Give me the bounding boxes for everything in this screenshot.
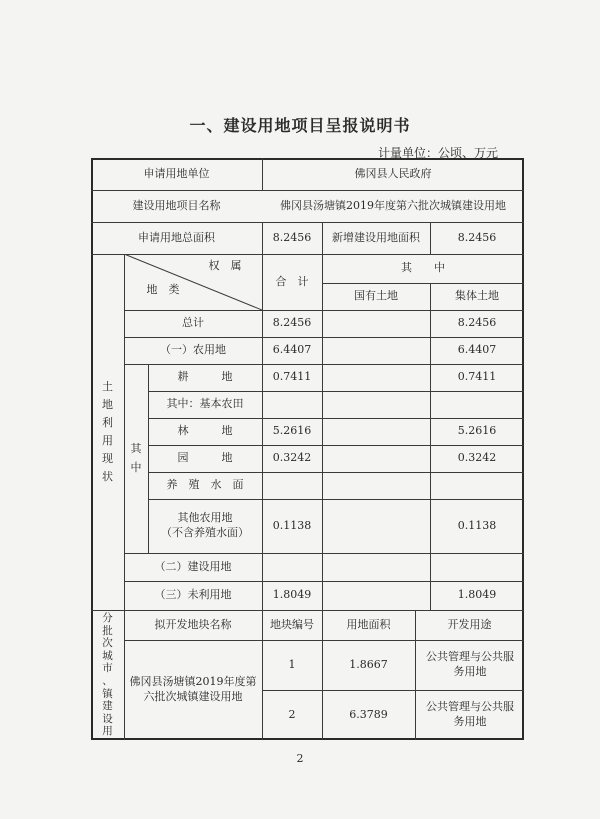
batch-header-use: 开发用途 (447, 617, 492, 631)
page-title: 一、建设用地项目呈报说明书 (189, 116, 411, 135)
row-agri-total: 6.4407 (272, 343, 312, 357)
row-other-collective: 0.1138 (457, 518, 497, 532)
row-total-total: 8.2456 (272, 316, 312, 330)
header-land-type: 地 类 (146, 282, 180, 296)
row-agri-label: （一）农用地 (160, 343, 226, 357)
batch-header-num: 地块编号 (270, 617, 314, 631)
header-total: 合 计 (275, 274, 309, 288)
row-unused-label: （三）未利用地 (154, 588, 232, 602)
row-unused-collective: 1.8049 (457, 588, 497, 602)
plot-1-num: 1 (288, 657, 296, 671)
row-other-total: 0.1138 (272, 518, 312, 532)
row-forest-total: 5.2616 (272, 424, 312, 438)
row-garden-label: 园 地 (177, 451, 233, 465)
row-unused-total: 1.8049 (272, 588, 312, 602)
row-other-label: 其他农用地 （不含养殖水面） (161, 511, 249, 539)
page-number: 2 (296, 752, 304, 765)
plot-2-num: 2 (288, 707, 296, 721)
header-state: 国有土地 (354, 289, 398, 303)
row-arable-label: 耕 地 (177, 370, 233, 384)
batch-section-label: 分 批 次 城 市 、 镇 建 设 用 (102, 612, 113, 738)
row-basic-label: 其中：基本农田 (166, 397, 244, 411)
row-garden-collective: 0.3242 (457, 451, 497, 465)
project-label: 建设用地项目名称 (132, 198, 221, 212)
area-value: 8.2456 (272, 230, 312, 244)
applicant-label: 申请用地单位 (143, 166, 210, 180)
row-total-label: 总计 (182, 316, 204, 330)
land-use-section-label: 土 地 利 用 现 状 (102, 379, 113, 484)
area-label: 申请用地总面积 (138, 230, 215, 244)
among-label: 其 中 (130, 442, 142, 474)
applicant-value: 佛冈县人民政府 (354, 166, 432, 180)
new-area-value: 8.2456 (457, 230, 497, 244)
unit-note: 计量单位：公顷、万元 (377, 146, 498, 160)
row-arable-collective: 0.7411 (457, 370, 497, 384)
row-forest-label: 林 地 (177, 424, 233, 438)
plot-2-area: 6.3789 (349, 707, 388, 721)
row-forest-collective: 5.2616 (457, 424, 497, 438)
row-garden-total: 0.3242 (272, 451, 312, 465)
project-value: 佛冈县汤塘镇2019年度第六批次城镇建设用地 (280, 198, 506, 212)
plot-1-use: 公共管理与公共服务用地 (426, 650, 514, 678)
plot-2-use: 公共管理与公共服务用地 (426, 700, 514, 728)
row-agri-collective: 6.4407 (457, 343, 497, 357)
batch-header-name: 拟开发地块名称 (154, 617, 232, 631)
batch-header-area: 用地面积 (346, 617, 391, 631)
row-total-collective: 8.2456 (457, 316, 497, 330)
header-collective: 集体土地 (455, 289, 499, 303)
new-area-label: 新增建设用地面积 (332, 230, 420, 244)
batch-plot-name: 佛冈县汤塘镇2019年度第六批次城镇建设用地 (129, 675, 257, 703)
row-construction-label: （二）建设用地 (154, 559, 232, 573)
row-aqua-label: 养 殖 水 面 (166, 478, 244, 492)
row-arable-total: 0.7411 (272, 370, 312, 384)
header-ownership: 权 属 (208, 258, 242, 272)
plot-1-area: 1.8667 (349, 657, 388, 671)
header-among: 其 中 (401, 261, 445, 275)
